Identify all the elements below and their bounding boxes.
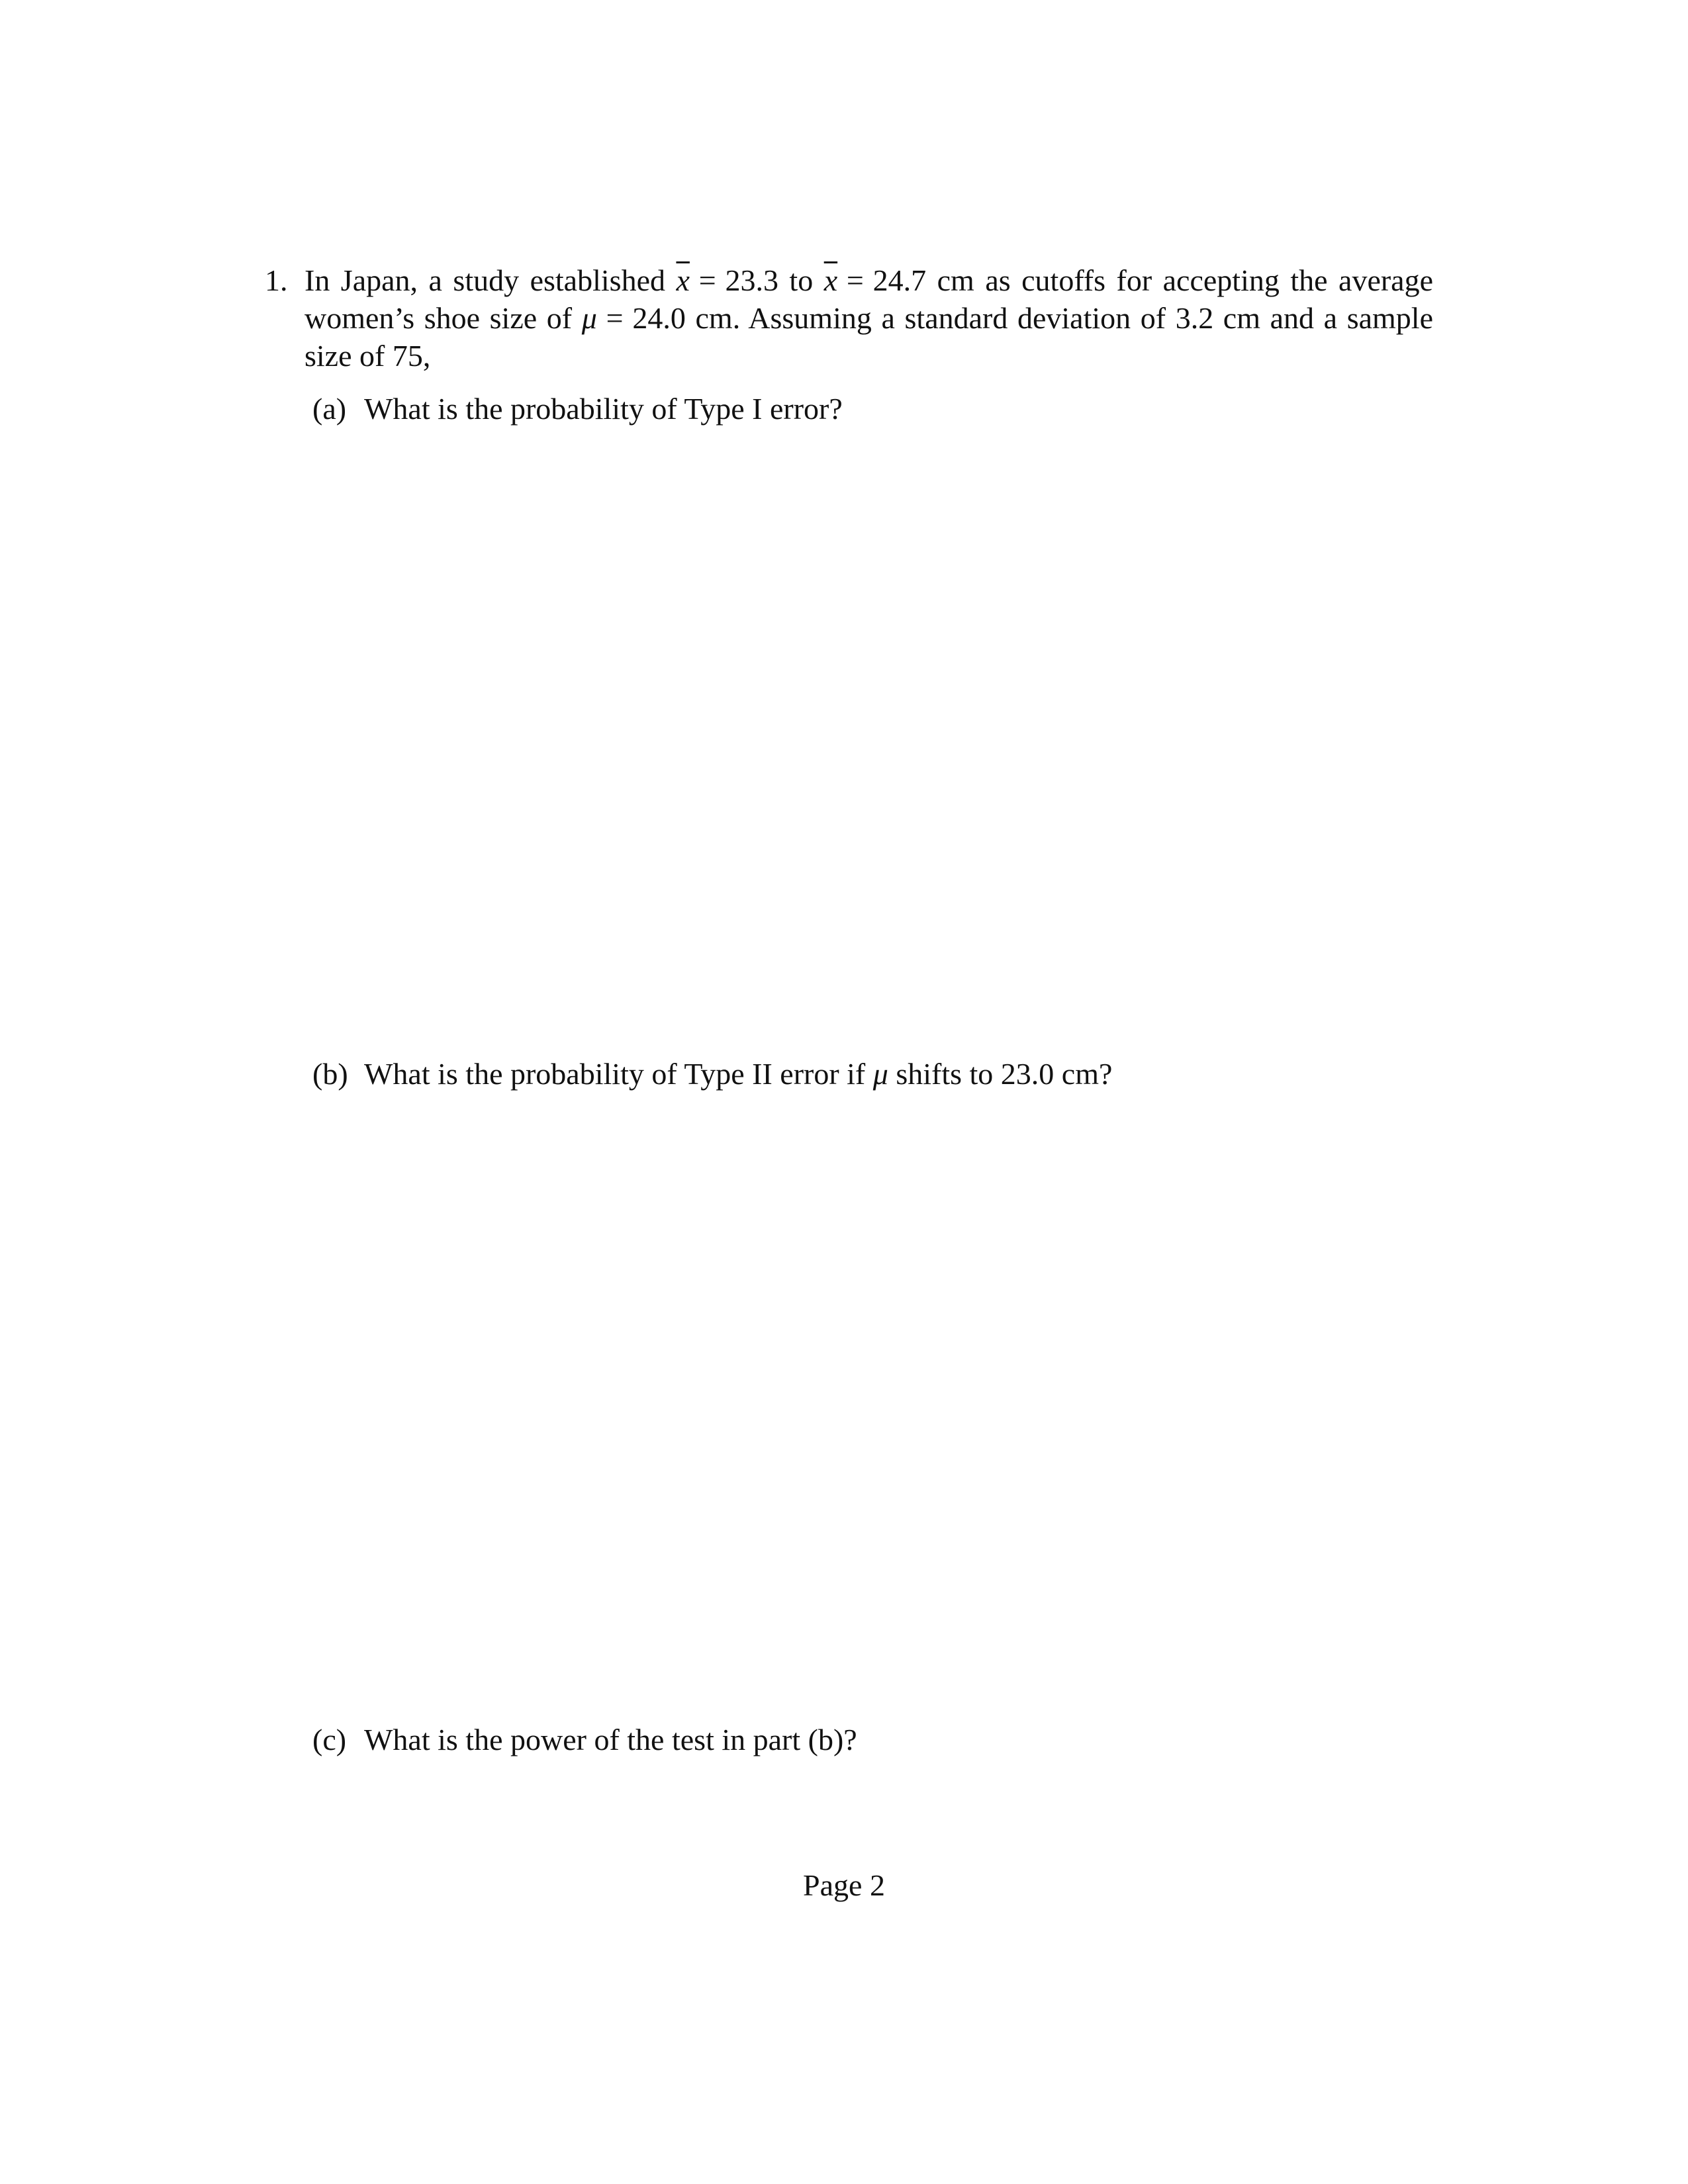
part-a-label: (a): [312, 392, 347, 426]
equals-sign-3: =: [606, 301, 624, 335]
page-number: Page 2: [803, 1868, 885, 1902]
part-a-question: [312, 390, 843, 428]
xbar-symbol-2: $\overline{x}$: [823, 263, 838, 297]
mu-value: 24.0: [632, 301, 686, 335]
part-c-text: What is the power of the test in part (b)?: [364, 1723, 857, 1756]
equals-sign-1: =: [698, 263, 716, 297]
statement-segment-2: cm as cutoffs for accepting the average women’s shoe size of: [305, 263, 1434, 335]
problem-statement: [305, 261, 1433, 375]
part-b-text-before: What is the probability of Type II error if: [364, 1057, 866, 1091]
mu-symbol: μ: [581, 301, 597, 335]
part-b-mu-symbol: μ: [872, 1057, 888, 1091]
part-b-question: [312, 1055, 1112, 1093]
part-c-label: (c): [312, 1723, 347, 1756]
problem-number: 1.: [265, 263, 288, 297]
cutoff-low-value: 23.3: [725, 263, 778, 297]
equals-sign-2: =: [846, 263, 864, 297]
cutoff-high-value: 24.7: [872, 263, 927, 297]
part-c-question: [312, 1721, 857, 1758]
word-to: to: [789, 263, 814, 297]
part-b-label: (b): [312, 1057, 348, 1091]
problem-1: [265, 261, 1433, 375]
statement-segment-1: In Japan, a study established: [305, 263, 677, 297]
part-b-text-after: shifts to 23.0 cm?: [896, 1057, 1113, 1091]
part-a-text: What is the probability of Type I error?: [364, 392, 843, 426]
statement-segment-3: cm. Assuming a standard deviation of 3.2 cm and a sample size of 75,: [305, 301, 1433, 373]
xbar-symbol-1: $\overline{x}$: [676, 263, 690, 297]
